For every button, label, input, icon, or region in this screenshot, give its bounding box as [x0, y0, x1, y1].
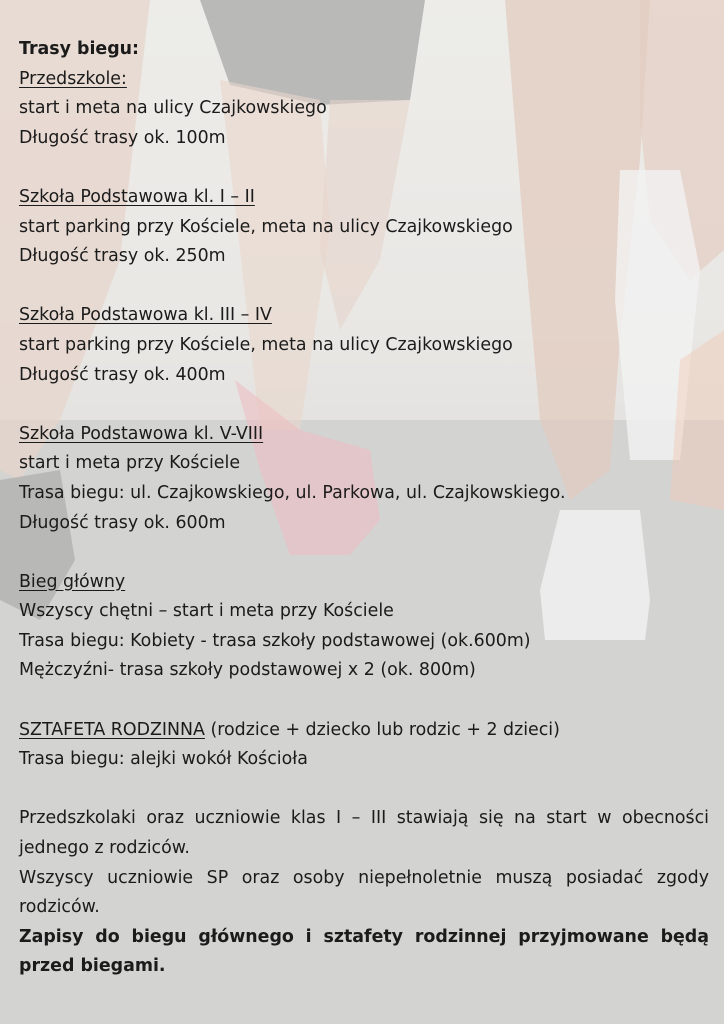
relay-heading-suffix: (rodzice + dziecko lub rodzic + 2 dzieci) [204, 719, 560, 740]
section-line: Długość trasy ok. 250m [19, 246, 226, 267]
section-line: Długość trasy ok. 100m [19, 127, 226, 148]
note-registration: Zapisy do biegu głównego i sztafety rodzinnej przyjmowane będą przed biegami. [19, 926, 709, 977]
relay-route: Trasa biegu: alejki wokół Kościoła [19, 749, 308, 770]
relay-heading-line [19, 716, 709, 746]
section-line: start parking przy Kościele, meta na ulicy Czajkowskiego [19, 216, 513, 237]
section-heading-grades-3-4: Szkoła Podstawowa kl. III – IV [19, 305, 272, 326]
section-line: Wszyscy chętni – start i meta przy Kościele [19, 601, 394, 622]
section-line: Długość trasy ok. 400m [19, 364, 226, 385]
section-line: Trasa biegu: Kobiety - trasa szkoły podstawowej (ok.600m) [19, 630, 531, 651]
section-line: Mężczyźni- trasa szkoły podstawowej x 2 (ok. 800m) [19, 660, 476, 681]
section-heading-grades-1-2: Szkoła Podstawowa kl. I – II [19, 186, 255, 207]
section-line: Trasa biegu: ul. Czajkowskiego, ul. Parkowa, ul. Czajkowskiego. [19, 482, 566, 503]
section-heading-grades-5-8: Szkoła Podstawowa kl. V-VIII [19, 423, 264, 444]
relay-heading: SZTAFETA RODZINNA [19, 719, 205, 740]
section-line: start i meta przy Kościele [19, 453, 241, 474]
note-preschool: Przedszkolaki oraz uczniowie klas I – III stawiają się na start w obecności jednego z rodziców. [19, 808, 709, 859]
page-title: Trasy biegu: [19, 39, 139, 59]
section-line: start i meta na ulicy Czajkowskiego [19, 98, 327, 119]
section-line: Długość trasy ok. 600m [19, 512, 226, 533]
section-heading-preschool: Przedszkole: [19, 68, 127, 89]
section-line: start parking przy Kościele, meta na ulicy Czajkowskiego [19, 334, 513, 355]
document-body [19, 35, 709, 982]
section-heading-main-run: Bieg główny [19, 571, 126, 592]
note-consent: Wszyscy uczniowie SP oraz osoby niepełnoletnie muszą posiadać zgody rodziców. [19, 867, 709, 918]
